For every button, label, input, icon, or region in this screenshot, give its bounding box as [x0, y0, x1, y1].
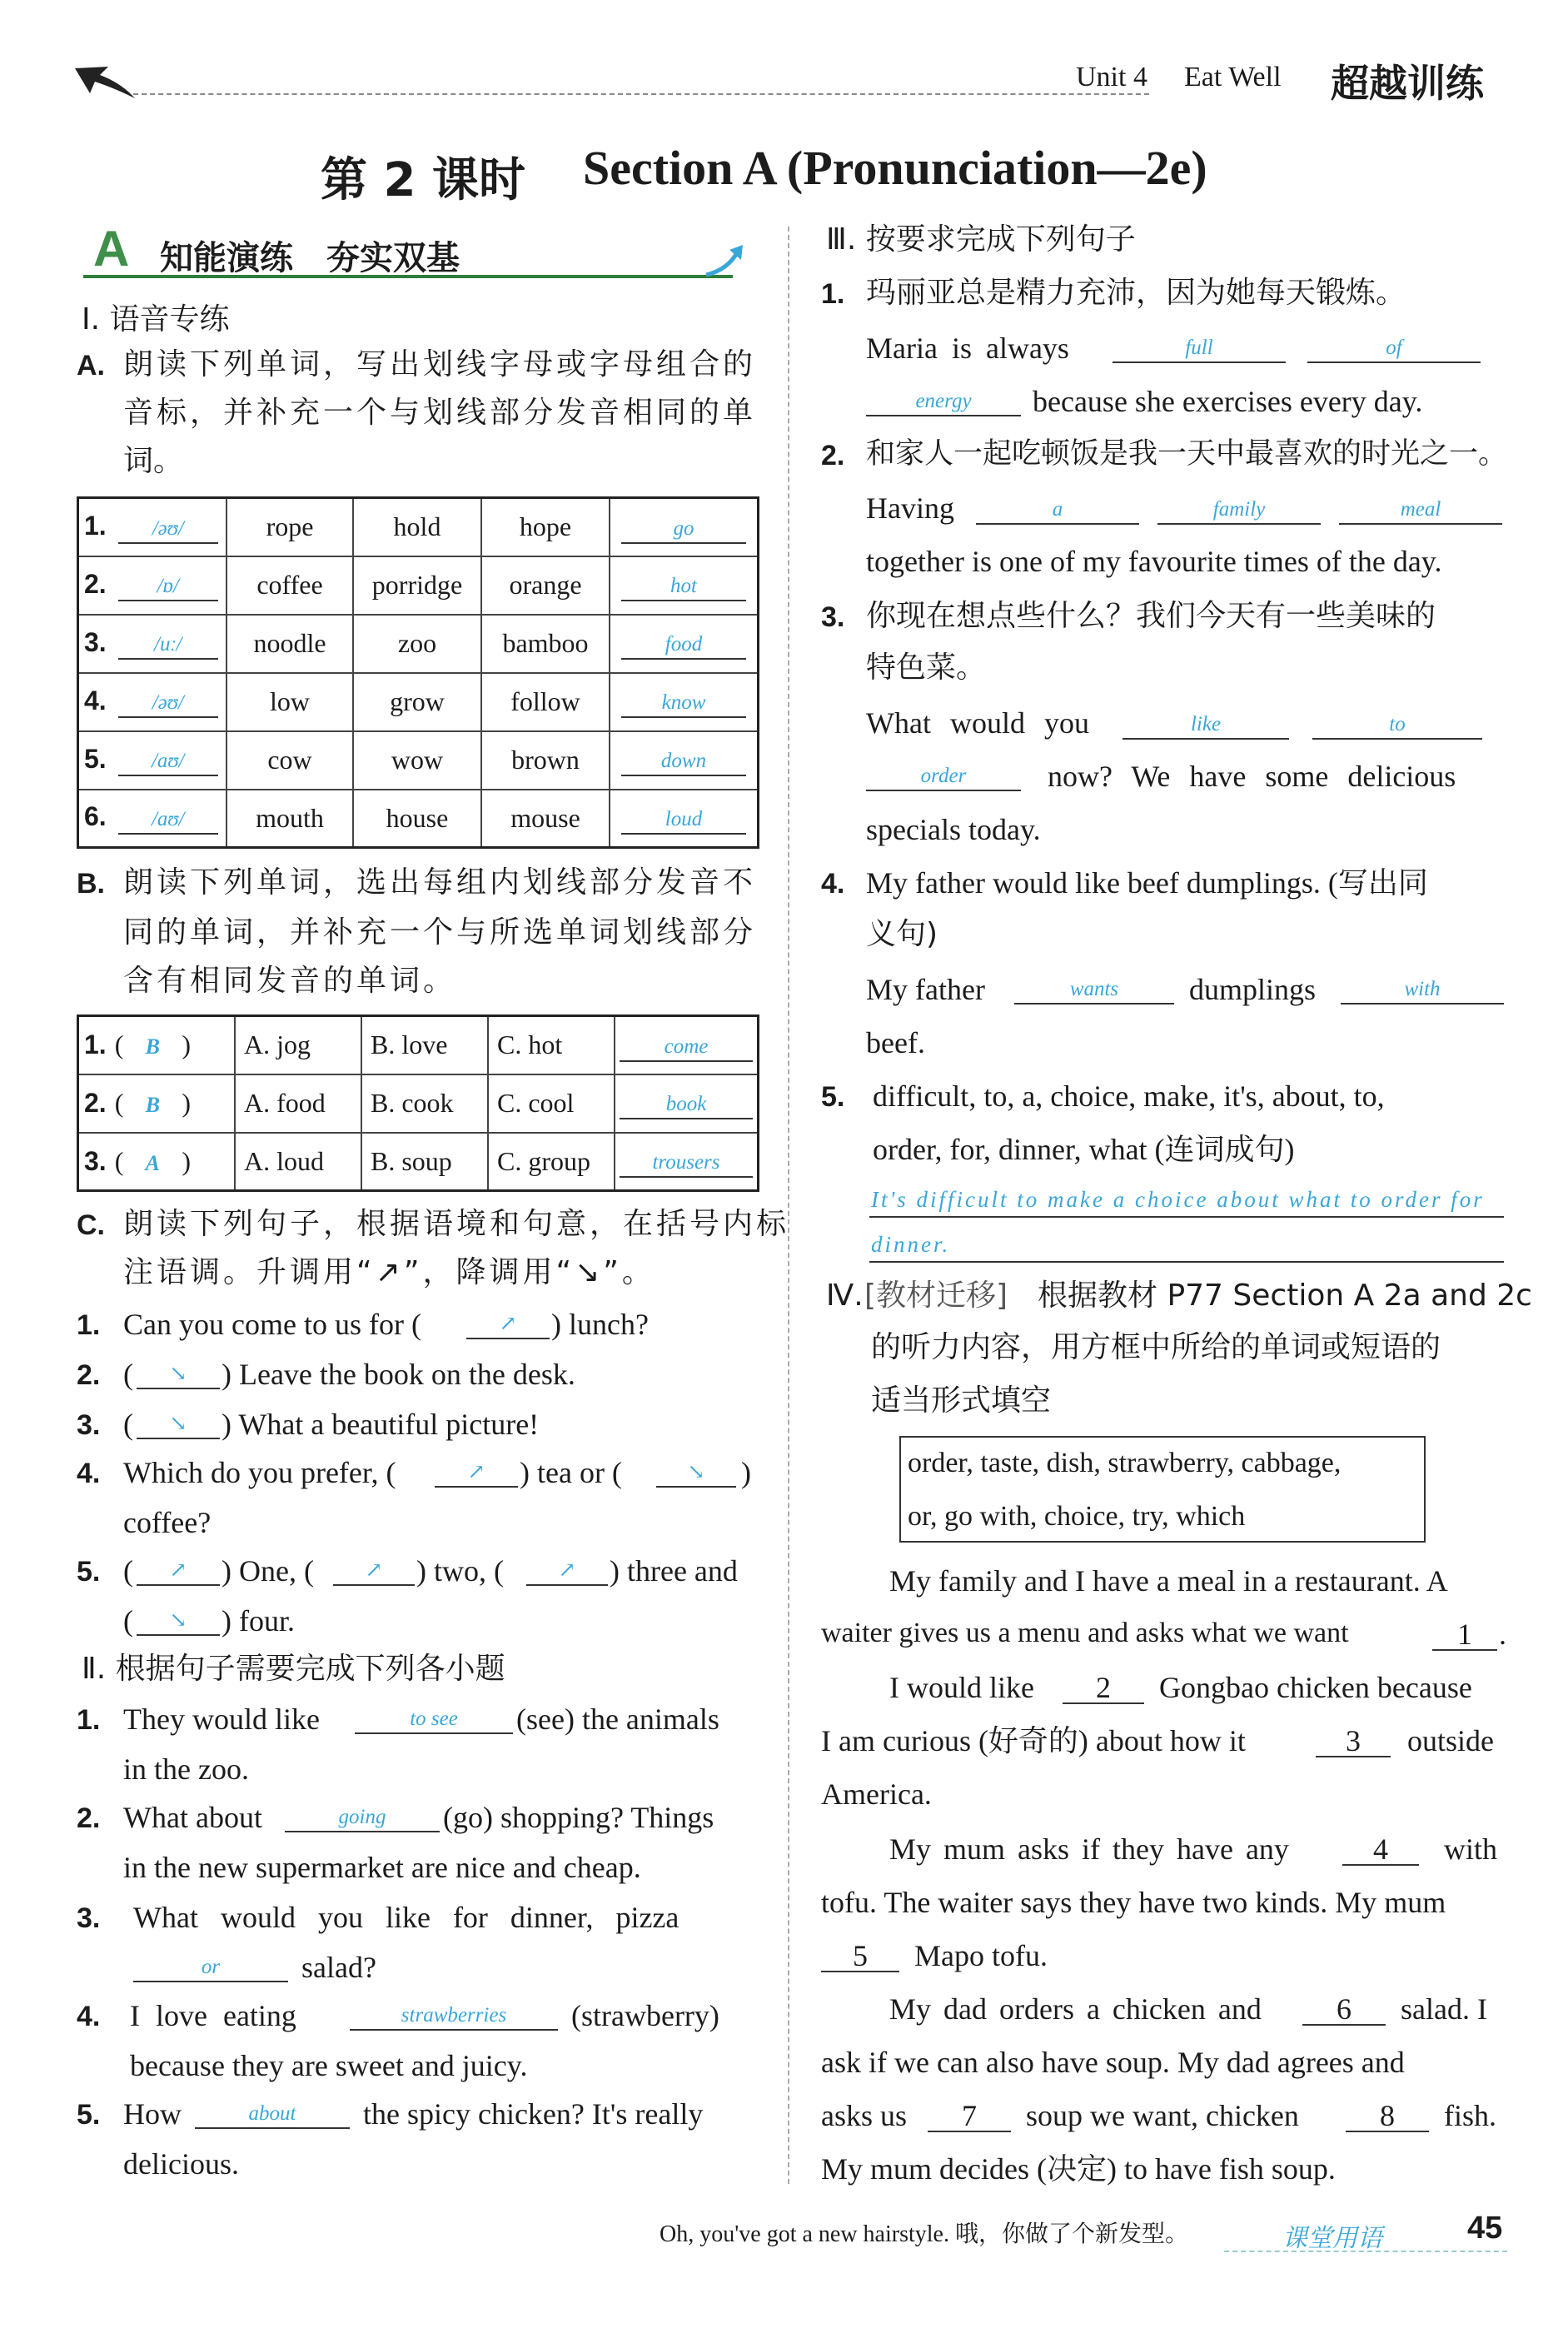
passage-p1-line2: waiter gives us a menu and asks what we want [821, 1618, 1349, 1648]
answer-cell [615, 1074, 759, 1133]
blank-2[interactable]: 2 [1063, 1673, 1144, 1704]
choice-row [78, 1074, 759, 1133]
c1-text-b: ) lunch? [551, 1308, 649, 1341]
c4-number: 4. [77, 1458, 101, 1489]
blank-7[interactable]: 7 [928, 2101, 1011, 2132]
phonetics-row [78, 673, 759, 731]
word-cell: follow [481, 673, 610, 731]
c1-blank[interactable]: ↗ [466, 1308, 550, 1339]
row-number: 3. [84, 1145, 107, 1176]
ii1-blank[interactable]: to see [355, 1702, 513, 1734]
word-cell: rope [226, 498, 353, 556]
ii3-number: 3. [77, 1902, 101, 1934]
ii2-number: 2. [77, 1802, 101, 1834]
phonetics-cell [78, 615, 227, 673]
row-number: 5. [84, 743, 107, 774]
passage-p4-f: fish. [1444, 2099, 1496, 2132]
answer-blank[interactable]: loud [621, 805, 746, 835]
ii1-line2: in the zoo. [123, 1752, 249, 1786]
c2-text-a: ( [123, 1358, 133, 1391]
word-cell: cow [226, 731, 353, 790]
choice-cell: 2. ( B ) [78, 1074, 236, 1133]
odd-one-out-table [77, 1014, 759, 1192]
answer-cell [610, 498, 759, 556]
ii2-line2: in the new supermarket are nice and cheap. [123, 1851, 641, 1884]
iii2-blank-2[interactable]: family [1157, 493, 1321, 525]
c5-text-d: ) three and [610, 1554, 738, 1588]
part1a-instr-2: 音标，并补充一个与划线部分发音相同的单 [123, 396, 757, 430]
phonetics-cell [78, 673, 227, 731]
ii5-blank[interactable]: about [195, 2097, 350, 2129]
c5-text-e: ( [123, 1604, 133, 1638]
option-a: A. loud [235, 1133, 361, 1191]
c4-text-c: ) [741, 1456, 751, 1489]
option-c: C. hot [488, 1016, 615, 1074]
phonetic-blank[interactable]: /əʊ/ [118, 688, 218, 718]
word-cell: wow [353, 731, 481, 790]
iii3-chinese-2: 特色菜。 [866, 651, 987, 685]
iii5-number: 5. [821, 1081, 845, 1113]
banner-title: 知能演练 夯实双基 [160, 239, 460, 277]
back-arrow-icon[interactable] [72, 60, 138, 102]
ii4-text-b: (strawberry) [571, 1999, 719, 2032]
blank-3[interactable]: 3 [1316, 1726, 1391, 1757]
answer-cell [615, 1016, 759, 1074]
answer-cell [610, 556, 759, 615]
c1-text-a: Can you come to us for ( [123, 1308, 421, 1341]
passage-p3-c: tofu. The waiter says they have two kinds. My mum [821, 1886, 1446, 1919]
iii1-blank-2[interactable]: of [1307, 332, 1481, 363]
passage-p2-a: I would like [889, 1671, 1034, 1704]
row-number: 3. [84, 626, 107, 657]
phonetics-table [77, 496, 759, 849]
word-box-line-1: order, taste, dish, strawberry, cabbage, [908, 1448, 1342, 1478]
blank-5[interactable]: 5 [821, 1941, 899, 1972]
phonetic-blank[interactable]: /uː/ [118, 630, 218, 660]
word-cell: porridge [353, 556, 481, 615]
phonetics-row [78, 498, 759, 556]
iii5-line2: order, for, dinner, what (连词成句) [873, 1133, 1295, 1166]
passage-p4-e: soup we want, chicken [1026, 2099, 1299, 2132]
word-cell: noodle [226, 615, 353, 673]
passage-p3-d: Mapo tofu. [914, 1939, 1048, 1972]
iii2-blank-1[interactable]: a [976, 493, 1139, 525]
c5-blank-2[interactable]: ↗ [333, 1554, 415, 1586]
iii1-number: 1. [821, 278, 845, 310]
iii4-text-a: My father [866, 973, 985, 1006]
part1b-instr-3: 含有相同发音的单词。 [123, 964, 457, 998]
blank-8[interactable]: 8 [1346, 2101, 1429, 2132]
phonetics-cell [78, 731, 227, 790]
word-cell: hold [353, 498, 481, 556]
iii3-text-b: now? We have some delicious [1048, 760, 1456, 793]
phonetics-row [78, 615, 759, 673]
c4-blank-1[interactable]: ↗ [435, 1456, 518, 1488]
ii2-text-b: (go) shopping? Things [443, 1801, 714, 1834]
option-a: A. jog [235, 1016, 361, 1074]
c4-text-b: ) tea or ( [520, 1456, 622, 1489]
answer-blank[interactable]: trousers [620, 1148, 753, 1178]
ii5-line2: delicious. [123, 2147, 239, 2181]
c4-blank-2[interactable]: ↘ [656, 1456, 736, 1488]
word-cell: mouse [481, 790, 610, 848]
part1b-instr-1: 朗读下列单词，选出每组内划线部分发音不 [123, 865, 757, 900]
answer-blank[interactable]: book [620, 1089, 753, 1119]
choice-answer[interactable]: B [145, 1093, 161, 1117]
ii1-text-b: (see) the animals [516, 1702, 719, 1736]
header-unit: Unit 4 [1076, 62, 1147, 92]
row-number: 1. [84, 1029, 107, 1060]
phonetics-cell [78, 498, 227, 556]
word-box-line-2: or, go with, choice, try, which [908, 1501, 1246, 1532]
banner-arrow-icon [704, 242, 749, 282]
c5-text-f: ) four. [222, 1604, 295, 1638]
iii5-answer-line-1[interactable] [869, 1186, 1504, 1218]
answer-blank[interactable]: come [620, 1032, 753, 1062]
choice-cell: 3. ( A ) [78, 1133, 236, 1191]
part4-heading-3: 适当形式填空 [871, 1383, 1052, 1418]
passage-p2-b: Gongbao chicken because [1159, 1671, 1472, 1704]
phonetic-blank[interactable]: /aʊ/ [118, 805, 218, 835]
part1c-instr-1: 朗读下列句子，根据语境和句意，在括号内标 [123, 1207, 790, 1241]
c5-text-b: ) One, ( [222, 1554, 314, 1588]
iii5-answer-line-2[interactable] [869, 1231, 1504, 1263]
phonetics-cell [78, 556, 227, 615]
answer-blank[interactable]: food [621, 630, 746, 660]
answer-cell [610, 731, 759, 790]
choice-answer[interactable]: B [145, 1034, 161, 1059]
iii3-blank-1[interactable]: like [1122, 708, 1289, 740]
answer-cell [610, 790, 759, 848]
part4-tag: [教材迁移] [864, 1279, 1008, 1313]
iii1-chinese: 玛丽亚总是精力充沛，因为她每天锻炼。 [866, 276, 1406, 310]
answer-cell [610, 615, 759, 673]
iii4-line2: 义句) [866, 917, 938, 951]
answer-cell [615, 1133, 759, 1191]
choice-cell: 1. ( B ) [78, 1016, 236, 1074]
part3-heading: Ⅲ. 按要求完成下列句子 [826, 222, 1136, 257]
section-title: Section A (Pronunciation—2e) [583, 141, 1207, 195]
word-cell: mouth [226, 790, 353, 848]
iii1-blank-3[interactable]: energy [866, 385, 1021, 416]
iii5-answer-text-1: It's difficult to make a choice about what to order for [871, 1187, 1485, 1212]
lesson-number: 第 2 课时 [321, 153, 525, 207]
answer-cell [610, 673, 759, 731]
ii5-text-a: How [123, 2097, 182, 2131]
iii4-blank-2[interactable]: with [1341, 973, 1504, 1005]
word-cell: hope [481, 498, 610, 556]
row-number: 1. [84, 510, 107, 541]
option-c: C. cool [488, 1074, 615, 1133]
phonetic-blank[interactable]: /ɒ/ [118, 571, 218, 601]
c2-blank[interactable]: ↘ [137, 1358, 220, 1389]
ii4-text-a: I love eating [130, 1999, 296, 2032]
ii1-text-a: They would like [123, 1702, 320, 1736]
row-number: 4. [84, 685, 107, 715]
iii2-text-a: Having [866, 491, 954, 525]
part1-heading: Ⅰ. 语音专练 [82, 302, 230, 336]
phonetics-row [78, 556, 759, 615]
iii5-answer-text-2: dinner. [871, 1232, 951, 1257]
c2-number: 2. [77, 1359, 101, 1391]
choice-answer[interactable]: A [145, 1150, 161, 1175]
ii3-text-b: salad? [301, 1951, 376, 1984]
answer-blank[interactable]: hot [621, 571, 746, 601]
passage-p4-b: salad. I [1401, 1992, 1487, 2026]
row-number: 2. [84, 1088, 107, 1118]
iii3-line4: specials today. [866, 813, 1041, 846]
word-cell: zoo [353, 615, 481, 673]
iii2-number: 2. [821, 440, 845, 471]
c5-number: 5. [77, 1556, 101, 1588]
passage-p1-line1: My family and I have a meal in a restaurant. A [889, 1564, 1448, 1598]
part1c-instr-2: 注语调。升调用“↗”，降调用“↘”。 [123, 1255, 655, 1289]
passage-p4-a: My dad orders a chicken and [889, 1992, 1262, 2026]
footer-tag: 课堂用语 [1282, 2224, 1382, 2253]
option-b: B. soup [361, 1133, 488, 1191]
iii4-number: 4. [821, 868, 845, 900]
part1b-label: B. [77, 868, 105, 900]
part4-heading-2: 的听力内容，用方框中所给的单词或短语的 [871, 1330, 1441, 1364]
column-divider [788, 227, 789, 2184]
iii4-line4: beef. [866, 1026, 925, 1059]
iii3-number: 3. [821, 601, 845, 633]
iii1-text-a: Maria is always [866, 332, 1069, 365]
c3-number: 3. [77, 1409, 101, 1441]
passage-p4-d: asks us [821, 2099, 908, 2132]
passage-p4-g: My mum decides (决定) to have fish soup. [821, 2152, 1336, 2186]
iii1-blank-1[interactable]: full [1113, 332, 1286, 363]
answer-blank[interactable]: know [621, 688, 746, 718]
c5-blank-1[interactable]: ↗ [137, 1554, 220, 1586]
header-rule [133, 93, 1149, 95]
word-box [899, 1436, 1426, 1543]
ii5-number: 5. [77, 2099, 101, 2131]
header-lesson: Eat Well [1184, 62, 1282, 92]
c5-blank-3[interactable]: ↗ [526, 1554, 608, 1586]
banner-letter: A [93, 221, 130, 277]
ii5-text-b: the spicy chicken? It's really [363, 2097, 704, 2131]
c4-text-line2: coffee? [123, 1506, 212, 1539]
option-b: B. cook [361, 1074, 488, 1133]
phonetic-blank[interactable]: /aʊ/ [118, 746, 218, 776]
option-a: A. food [235, 1074, 361, 1133]
choice-row [78, 1133, 759, 1191]
blank-6[interactable]: 6 [1302, 1994, 1386, 2026]
part1a-label: A. [77, 350, 105, 381]
c5-text-c: ) two, ( [416, 1554, 504, 1588]
word-cell: grow [353, 673, 481, 731]
c5-blank-4[interactable]: ↘ [137, 1604, 220, 1636]
ii2-blank[interactable]: going [285, 1801, 440, 1832]
iii2-blank-3[interactable]: meal [1339, 493, 1502, 525]
option-c: C. group [488, 1133, 615, 1191]
iii5-line1: difficult, to, a, choice, make, it's, about, to, [873, 1079, 1385, 1113]
word-cell: house [353, 790, 481, 848]
word-cell: brown [481, 731, 610, 790]
blank-1[interactable]: 1 [1432, 1619, 1497, 1651]
iii2-line3: together is one of my favourite times of the day. [866, 545, 1442, 578]
part1c-label: C. [77, 1209, 105, 1241]
ii2-text-a: What about [123, 1801, 262, 1834]
page-number: 45 [1467, 2211, 1503, 2246]
passage-p3-a: My mum asks if they have any [889, 1832, 1289, 1866]
word-cell: coffee [226, 556, 353, 615]
ii1-number: 1. [77, 1704, 101, 1736]
passage-p3-b: with [1444, 1832, 1498, 1866]
header-brand: 超越训练 [1331, 61, 1484, 106]
passage-p2-c: I am curious (好奇的) about how it [821, 1724, 1246, 1757]
part1b-instr-2: 同的单词，并补充一个与所选单词划线部分 [123, 915, 757, 950]
iii3-blank-2[interactable]: to [1312, 708, 1482, 740]
phonetics-cell [78, 790, 227, 848]
row-number: 2. [84, 568, 107, 599]
part2-heading: Ⅱ. 根据句子需要完成下列各小题 [82, 1652, 505, 1686]
ii4-blank[interactable]: strawberries [350, 1999, 558, 2031]
iii3-text-a: What would you [866, 706, 1089, 740]
c4-text-a: Which do you prefer, ( [123, 1456, 396, 1489]
answer-blank[interactable]: down [621, 746, 746, 776]
footer-rule [1224, 2251, 1507, 2252]
ii3-blank[interactable]: or [133, 1951, 288, 1982]
passage-p1-period: . [1499, 1618, 1506, 1651]
phonetics-row [78, 731, 759, 790]
c3-text-b: ) What a beautiful picture! [222, 1408, 540, 1441]
ii4-number: 4. [77, 2001, 101, 2032]
iii3-blank-3[interactable]: order [866, 760, 1021, 791]
word-cell: bamboo [481, 615, 610, 673]
word-cell: low [226, 673, 353, 731]
iii3-chinese-1: 你现在想点些什么？我们今天有一些美味的 [866, 599, 1436, 633]
iii2-chinese: 和家人一起吃顿饭是我一天中最喜欢的时光之一。 [866, 437, 1508, 471]
footer-sentence: Oh, you've got a new hairstyle. 哦，你做了个新发型。 [660, 2221, 1188, 2247]
phonetics-row [78, 790, 759, 848]
option-b: B. love [361, 1016, 488, 1074]
c2-text-b: ) Leave the book on the desk. [222, 1358, 575, 1391]
ii3-line1: What would you like for dinner, pizza [133, 1901, 679, 1934]
iii1-text-b: because she exercises every day. [1033, 385, 1423, 418]
iii4-line1: My father would like beef dumplings. (写出同 [866, 866, 1428, 900]
iii4-text-b: dumplings [1189, 973, 1317, 1006]
phonetic-blank[interactable]: /əʊ/ [118, 514, 218, 544]
c3-text-a: ( [123, 1408, 133, 1441]
passage-p2-e: America. [821, 1777, 932, 1811]
c5-text-a: ( [123, 1554, 133, 1588]
word-cell: orange [481, 556, 610, 615]
row-number: 6. [84, 801, 107, 832]
part1a-instr-3: 词。 [123, 444, 184, 478]
iii4-blank-1[interactable]: wants [1014, 973, 1174, 1005]
c3-blank[interactable]: ↘ [137, 1408, 220, 1439]
part1a-instr-1: 朗读下列单词，写出划线字母或字母组合的 [123, 347, 757, 381]
c1-number: 1. [77, 1309, 101, 1341]
passage-p2-d: outside [1407, 1724, 1494, 1757]
part4-number: Ⅳ. [826, 1279, 864, 1313]
choice-row [78, 1016, 759, 1074]
part4-heading-1: 根据教材 P77 Section A 2a and 2c [1038, 1279, 1532, 1313]
answer-blank[interactable]: go [621, 514, 746, 544]
blank-4[interactable]: 4 [1342, 1834, 1419, 1866]
ii4-line2: because they are sweet and juicy. [130, 2049, 528, 2082]
passage-p4-c: ask if we can also have soup. My dad agrees and [821, 2046, 1405, 2079]
